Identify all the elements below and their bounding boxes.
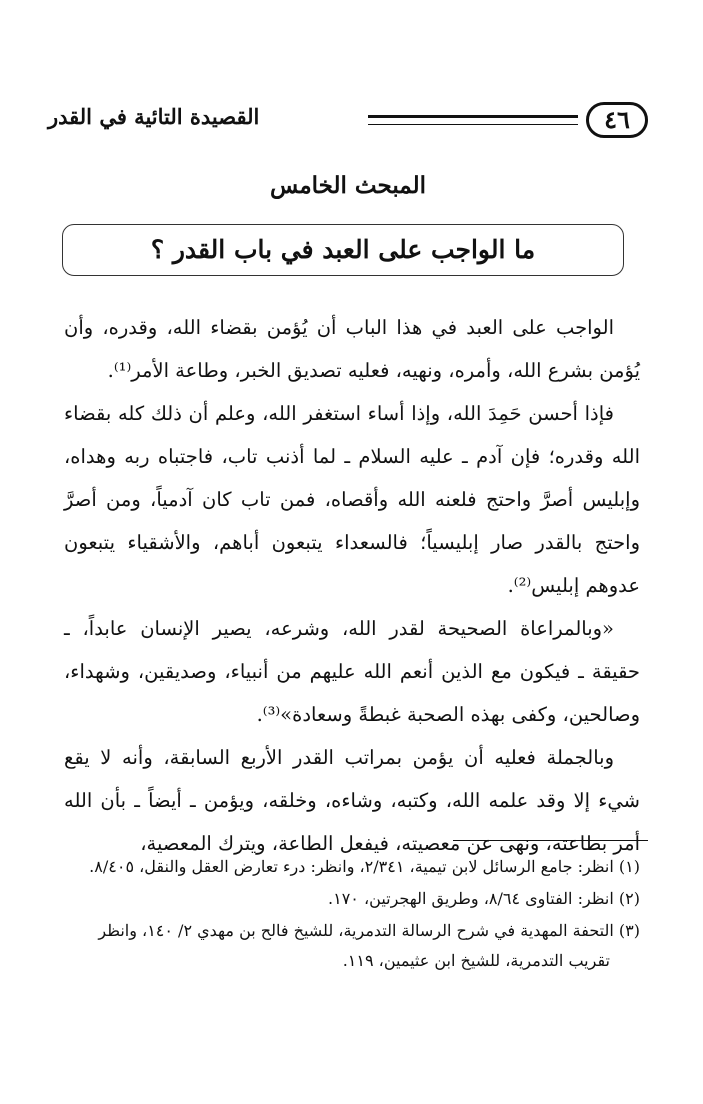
paragraph: وبالجملة فعليه أن يؤمن بمراتب القدر الأربع السابقة، وأنه لا يقع شيء إلا وقد علمه الله، وكتبه، وشاءه، وخلقه، ويؤمن ـ أيضاً ـ بأن الله أمر بطاعته، ونهى عن معصيته، فيفعل الطاعة، ويترك المعصية، [64,746,640,855]
book-page [48,92,648,1052]
question-heading-box [62,224,624,276]
header-rule [368,115,578,125]
question-heading: ما الواجب على العبد في باب القدر ؟ [150,235,536,264]
footnote: (١) انظر: جامع الرسائل لابن تيمية، ٢/٣٤١، وانظر: درء تعارض العقل والنقل، ٨/٤٠٥. [89,857,640,876]
running-header [48,102,648,152]
footnote: (٢) انظر: الفتاوى ٨/٦٤، وطريق الهجرتين، ١٧٠. [328,889,640,908]
paragraph: فإذا أحسن حَمِدَ الله، وإذا أساء استغفر الله، وعلم أن ذلك كله بقضاء الله وقدره؛ فإن آدم ـ عليه السلام ـ لما أذنب تاب، فاجتباه ربه وهداه، وإبليس أصرَّ واحتج فلعنه الله وأقصاه، فمن تاب كان آدمياً، ومن أصرَّ واحتج بالقدر صار إبليسياً؛ فالسعداء يتبعون أباهم، والأشقياء يتبعون عدوهم إبليس⁽²⁾. [64,402,640,597]
running-title: القصيدة التائية في القدر [48,104,260,129]
footnote: (٣) التحفة المهدية في شرح الرسالة التدمرية، للشيخ فالح بن مهدي ٢/ ١٤٠، وانظر تقريب التدمرية، للشيخ ابن عثيمين، ١١٩. [98,921,640,970]
page-number: ٤٦ [586,102,648,138]
footnotes [64,852,640,978]
paragraph: الواجب على العبد في هذا الباب أن يُؤمن بقضاء الله، وقدره، وأن يُؤمن بشرع الله، وأمره، ونهيه، فعليه تصديق الخبر، وطاعة الأمر⁽¹⁾. [64,316,640,382]
body-text [64,306,640,865]
footnote-divider [453,840,648,841]
paragraph: «وبالمراعاة الصحيحة لقدر الله، وشرعه، يصير الإنسان عابداً، ـ حقيقة ـ فيكون مع الذين أنعم الله عليهم من أنبياء، وصديقين، وشهداء، وصالحين، وكفى بهذه الصحبة غبطةً وسعادة»⁽³⁾. [64,617,640,726]
section-heading: المبحث الخامس [270,172,426,199]
